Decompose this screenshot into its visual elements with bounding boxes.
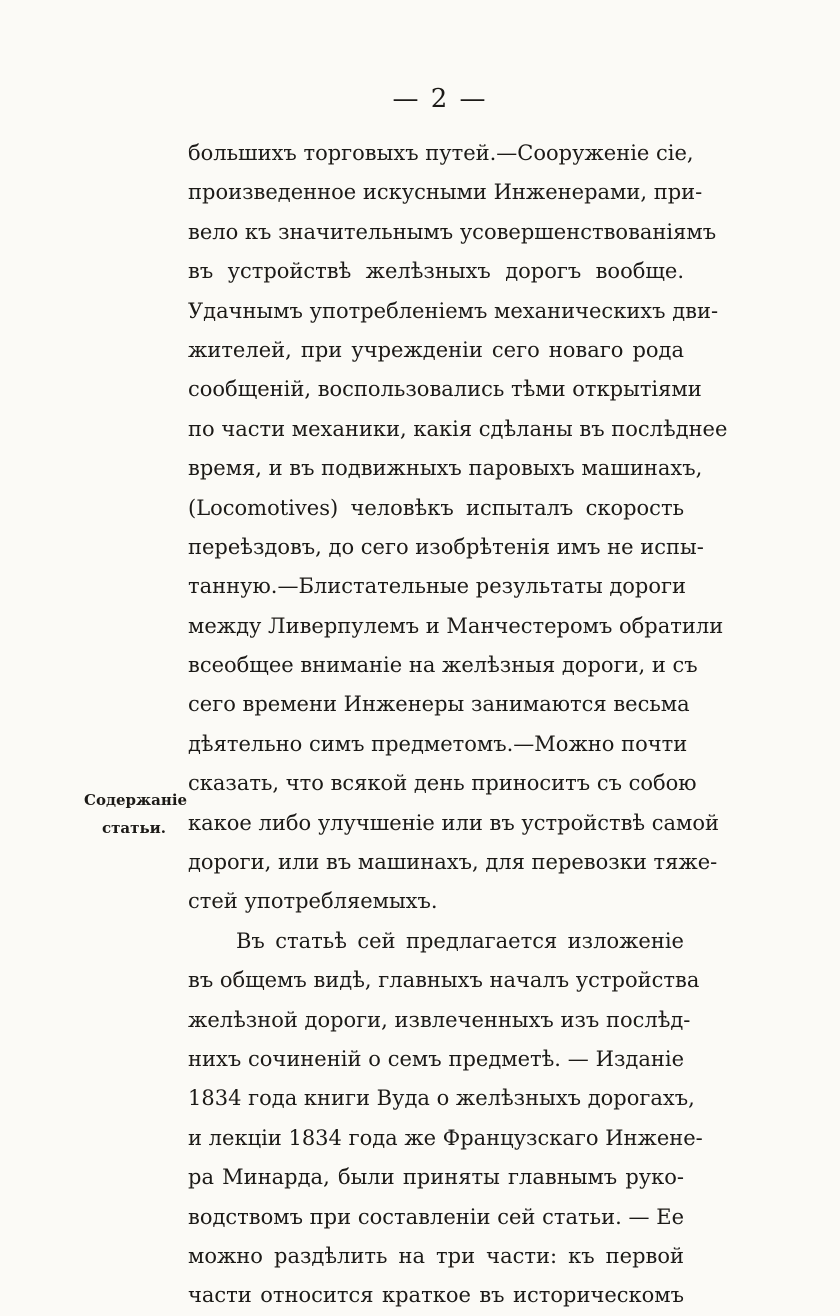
text-line: нихъ сочиненій о семъ предметѣ. — Изданіе <box>188 1046 684 1071</box>
text-line: дороги, или въ машинахъ, для перевозки тяже- <box>188 850 718 875</box>
text-line: сообщеній, воспользовались тѣми открытіями <box>188 377 702 402</box>
text-line: можно раздѣлить на три части: къ первой <box>188 1243 684 1268</box>
text-line: дѣятельно симъ предметомъ.—Можно почти <box>188 731 688 756</box>
text-line: водствомъ при составленіи сей статьи. — Ее <box>188 1204 684 1229</box>
body-text <box>188 134 728 1316</box>
text-line: вело къ значительнымъ усовершенствованіямъ <box>188 219 717 244</box>
text-line: части относится краткое въ историческомъ <box>188 1283 684 1308</box>
text-line: танную.—Блистательные результаты дороги <box>188 574 687 599</box>
text-line: въ устройствѣ желѣзныхъ дорогъ вообще. <box>188 259 684 284</box>
text-line: время, и въ подвижныхъ паровыхъ машинахъ, <box>188 456 703 481</box>
margin-note-line: статьи. <box>102 819 166 837</box>
page-number: — 2 — <box>392 84 488 114</box>
text-line: переѣздовъ, до сего изобрѣтенія имъ не испы- <box>188 534 704 559</box>
text-line: сказать, что всякой день приноситъ съ собою <box>188 771 697 796</box>
text-line: желѣзной дороги, извлеченныхъ изъ послѣд- <box>188 1007 691 1032</box>
text-line: произведенное искусными Инженерами, при- <box>188 180 703 205</box>
text-line: сего времени Инженеры занимаются весьма <box>188 692 690 717</box>
text-line: 1834 года книги Вуда о желѣзныхъ дорогахъ, <box>188 1086 695 1111</box>
text-line: Въ статьѣ сей предлагается изложеніе <box>236 928 684 953</box>
text-line: по части механики, какія сдѣланы въ послѣднее <box>188 416 728 441</box>
text-line: и лекціи 1834 года же Французскаго Инжене- <box>188 1125 703 1150</box>
margin-note <box>84 786 188 842</box>
text-line: въ общемъ видѣ, главныхъ началъ устройства <box>188 968 700 993</box>
text-line: большихъ торговыхъ путей.—Сооруженіе сіе, <box>188 141 694 165</box>
text-line: Удачнымъ употребленіемъ механическихъ дви- <box>188 298 719 323</box>
margin-note-line: Содержаніе <box>84 791 188 809</box>
text-line: ра Минарда, были приняты главнымъ руко- <box>188 1165 684 1190</box>
text-line: какое либо улучшеніе или въ устройствѣ самой <box>188 810 719 835</box>
text-line: всеобщее вниманіе на желѣзныя дороги, и съ <box>188 653 698 678</box>
text-line: стей употребляемыхъ. <box>188 889 438 914</box>
text-line: жителей, при учрежденіи сего новаго рода <box>188 337 684 362</box>
text-line: (Locomotives) человѣкъ испыталъ скорость <box>188 495 684 520</box>
text-line: между Ливерпулемъ и Манчестеромъ обратили <box>188 613 724 638</box>
